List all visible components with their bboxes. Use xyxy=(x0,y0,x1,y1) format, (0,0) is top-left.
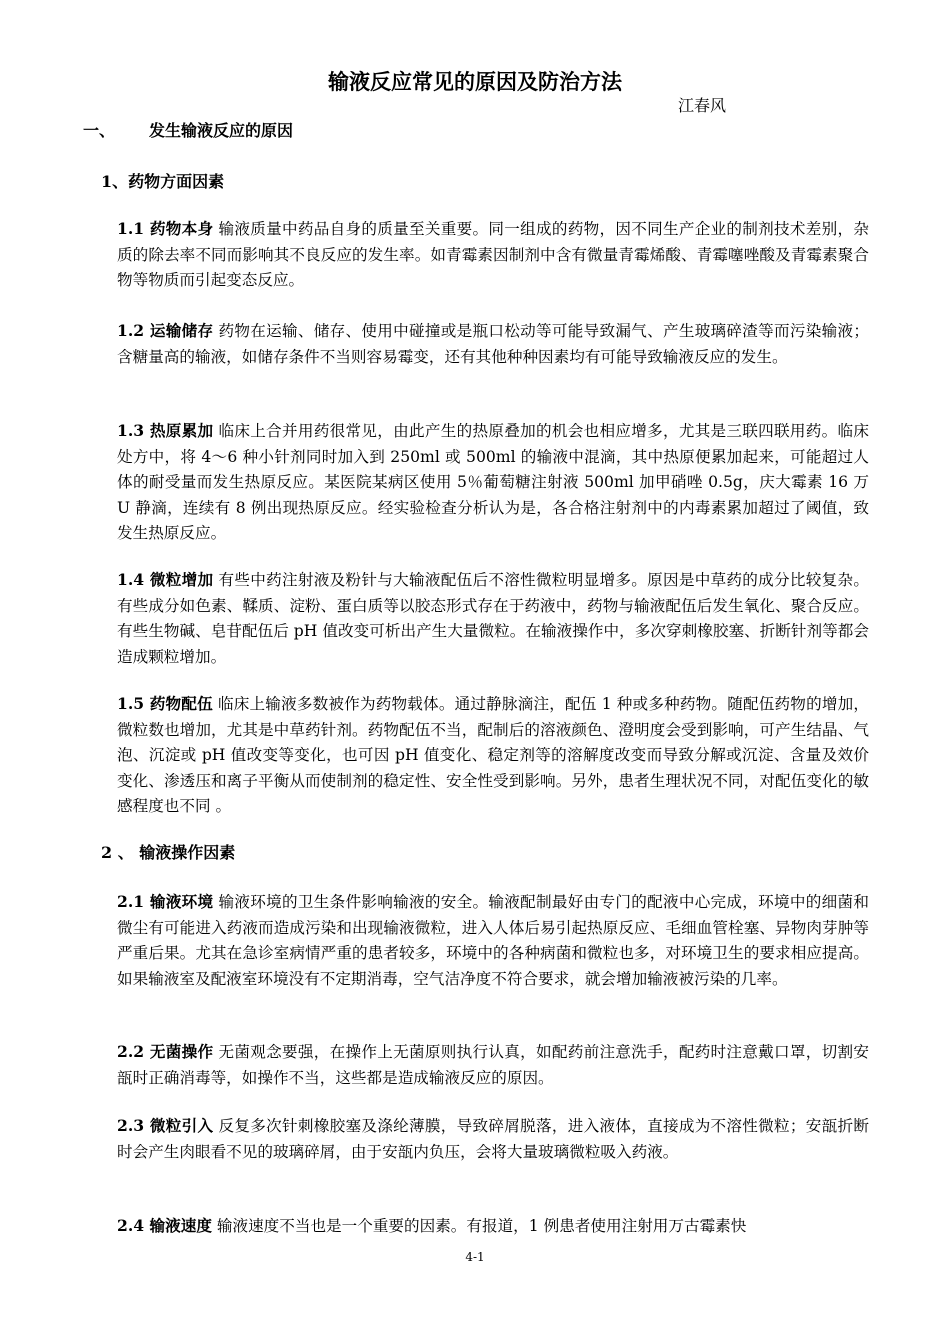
paragraph-text: 输液质量中药品自身的质量至关重要。同一组成的药物，因不同生产企业的制剂技术差别，杂质的除去率不同而影响其不良反应的发生率。如青霉素因制剂中含有微量青霉烯酸、青霉噻唑酸及青霉素聚合物等物质而引起变态反应。 xyxy=(117,220,869,289)
paragraph-lead: 2.3 微粒引入 xyxy=(117,1116,214,1135)
paragraph-text: 输液环境的卫生条件影响输液的安全。输液配制最好由专门的配液中心完成，环境中的细菌和微尘有可能进入药液而造成污染和出现输液微粒，进入人体后易引起热原反应、毛细血管栓塞、异物肉芽肿等严重后果。尤其在急诊室病情严重的患者较多，环境中的各种病菌和微粒也多，对环境卫生的要求相应提高。如果输液室及配液室环境没有不定期消毒，空气洁净度不符合要求，就会增加输液被污染的几率。 xyxy=(117,893,869,988)
section-title: 发生输液反应的原因 xyxy=(149,121,294,140)
paragraph-text: 无菌观念要强，在操作上无菌原则执行认真，如配药前注意洗手，配药时注意戴口罩，切割安瓿时正确消毒等，如操作不当，这些都是造成输液反应的原因。 xyxy=(117,1043,869,1087)
paragraph-2-3 xyxy=(117,1113,869,1165)
paragraph-lead: 1.2 运输储存 xyxy=(117,321,214,340)
paragraph-text: 临床上合并用药很常见，由此产生的热原叠加的机会也相应增多，尤其是三联四联用药。临床处方中，将 4～6 种小针剂同时加入到 250ml 或 500ml 的输液中混滴，其中热原便累加起来，可能超过人体的耐受量而发生热原反应。某医院某病区使用 5％葡萄糖注射液 500ml 加甲硝唑 0.5g，庆大霉素 16 万 U 静滴，连续有 8 例出现热原反应。经实验检查分析认为是，各合格注射剂中的内毒素累加超过了阈值，致发生热原反应。 xyxy=(117,422,869,542)
document-title: 输液反应常见的原因及防治方法 xyxy=(328,69,622,94)
paragraph-lead: 2.1 输液环境 xyxy=(117,892,214,911)
section-heading-1 xyxy=(83,118,293,144)
paragraph-lead: 2.4 输液速度 xyxy=(117,1216,212,1235)
paragraph-lead: 2.2 无菌操作 xyxy=(117,1042,214,1061)
paragraph-1-3 xyxy=(117,418,869,547)
paragraph-1-4 xyxy=(117,567,869,670)
paragraph-lead: 1.1 药物本身 xyxy=(117,219,214,238)
paragraph-1-5 xyxy=(117,691,869,820)
paragraph-lead: 1.4 微粒增加 xyxy=(117,570,214,589)
paragraph-lead: 1.3 热原累加 xyxy=(117,421,214,440)
section-number: 一、 xyxy=(83,121,116,140)
paragraph-1-1 xyxy=(117,216,869,294)
paragraph-2-2 xyxy=(117,1039,869,1091)
paragraph-text: 临床上输液多数被作为药物载体。通过静脉滴注，配伍 1 种或多种药物。随配伍药物的增加，微粒数也增加，尤其是中草药针剂。药物配伍不当，配制后的溶液颜色、澄明度会受到影响，可产生结晶、气泡、沉淀或 pH 值改变等变化，也可因 pH 值变化、稳定剂等的溶解度改变而导致分解或沉淀、含量及效价变化、渗透压和离子平衡从而使制剂的稳定性、安全性受到影响。另外，患者生理状况不同，对配伍变化的敏感程度也不同 。 xyxy=(117,695,869,815)
subsection-heading-1: 1、药物方面因素 xyxy=(101,172,225,191)
paragraph-2-1 xyxy=(117,889,869,992)
paragraph-lead: 1.5 药物配伍 xyxy=(117,694,213,713)
paragraph-text: 有些中药注射液及粉针与大输液配伍后不溶性微粒明显增多。原因是中草药的成分比较复杂。有些成分如色素、鞣质、淀粉、蛋白质等以胶态形式存在于药液中，药物与输液配伍后发生氧化、聚合反应。有些生物碱、皂苷配伍后 pH 值改变可析出产生大量微粒。在输液操作中，多次穿刺橡胶塞、折断针剂等都会造成颗粒增加。 xyxy=(117,571,869,666)
author-name: 江春风 xyxy=(678,96,727,115)
paragraph-1-2 xyxy=(117,318,869,370)
paragraph-text: 药物在运输、储存、使用中碰撞或是瓶口松动等可能导致漏气、产生玻璃碎渣等而污染输液；含糖量高的输液，如储存条件不当则容易霉变，还有其他种种因素均有可能导致输液反应的发生。 xyxy=(117,322,869,366)
paragraph-2-4 xyxy=(117,1213,869,1240)
paragraph-text: 输液速度不当也是一个重要的因素。有报道，1 例患者使用注射用万古霉素快 xyxy=(211,1217,747,1235)
page-number: 4-1 xyxy=(465,1250,485,1264)
subsection-heading-2: 2 、 输液操作因素 xyxy=(101,843,236,862)
paragraph-text: 反复多次针刺橡胶塞及涤纶薄膜，导致碎屑脱落，进入液体，直接成为不溶性微粒；安瓿折断时会产生肉眼看不见的玻璃碎屑，由于安瓿内负压，会将大量玻璃微粒吸入药液。 xyxy=(117,1117,869,1161)
